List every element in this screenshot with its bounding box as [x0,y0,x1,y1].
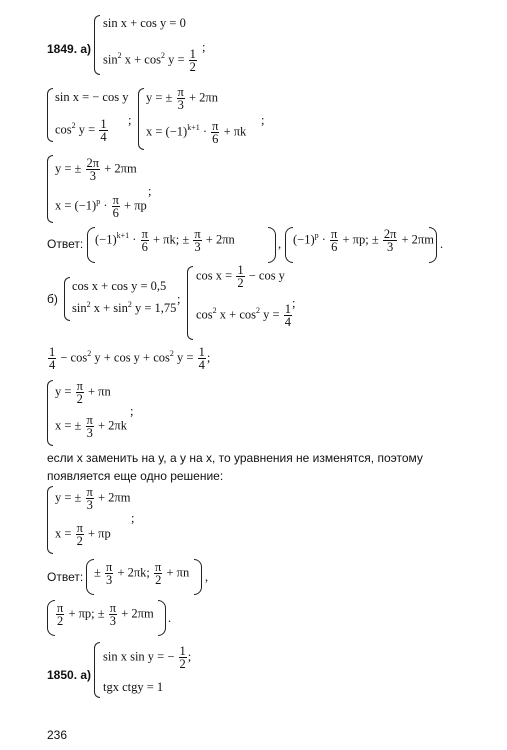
separator: , [205,570,209,584]
separator: ; [131,511,135,525]
equation: sin x = − cos y [55,90,129,104]
equation: x = $\frac{\pi}{2}$ + πp [55,521,111,548]
answer-expression: $(-1)^p$ · $\frac{\pi}{6}$ + πp; ± $\frac{2\pi}{3}$ + 2πm [293,227,434,254]
answer-expression: $\frac{\pi}{2}$ + πp; ± $\frac{\pi}{3}$ + 2πm [57,601,154,628]
equation: $\sin^2 x + \cos^2 y$ = $\frac{1}{2}$ [103,47,196,74]
paren-right [158,600,166,636]
paren-left [285,227,293,263]
system-brace [47,155,53,223]
system-brace [47,380,53,446]
paren-left [47,600,55,636]
paren-right [268,227,276,263]
paren-right [194,559,202,595]
equation: $\cos^2 x + \cos^2 y$ = $\frac{1}{4}$ [196,302,291,329]
equation: y = ± $\frac{2\pi}{3}$ + 2πm [55,156,137,183]
paragraph-line: если x заменить на y, а y на x, то уравнения не изменятся, поэтому [47,451,423,465]
problem-number: 1850. а) [47,668,92,682]
equation: sin x + cos y = 0 [103,16,186,30]
system-brace [138,88,144,150]
separator: ; [148,184,152,198]
equation: $\cos^2 y$ = $\frac{1}{4}$ [55,117,107,144]
equation: tgx ctgy = 1 [103,680,164,694]
part-label: б) [47,292,58,306]
system-brace [94,15,100,75]
paren-left [86,559,94,595]
paragraph-line: появляется еще одно решение: [47,469,224,483]
separator: ; [130,404,134,418]
equation: $x = (-1)^p$ · $\frac{\pi}{6}$ + πp [55,193,147,220]
answer-label: Ответ: [47,570,84,584]
answer-label: Ответ: [47,237,84,251]
separator: ; [292,296,296,310]
equation: $\frac{1}{4}$ − $\cos^2 y + \cos y + \cos^2 y$ = $\frac{1}{4}$ ; [49,345,211,372]
system-brace [94,642,100,698]
separator: ; [128,113,132,127]
separator: ; [177,292,181,306]
page-number: 236 [47,728,68,742]
system-brace [47,486,53,554]
separator: . [440,237,444,251]
system-brace [47,88,53,142]
equation: y = ± $\frac{\pi}{3}$ + 2πm [55,485,131,512]
equation: $\sin^2 x + \sin^2 y = 1,75$ [72,300,177,316]
system-brace [64,277,70,321]
separator: ; [261,113,265,127]
equation: x = ± $\frac{\pi}{3}$ + 2πk [55,413,127,440]
equation: $x = (-1)^{k+1}$ · $\frac{\pi}{6}$ + πk [146,119,247,146]
system-brace [187,266,193,340]
paren-right [429,227,437,263]
equation: cos x = $\frac{1}{2}$ − cos y [196,263,285,290]
separator: . [168,611,172,625]
separator: ; [202,40,206,54]
equation: y = $\frac{\pi}{2}$ + πn [55,379,111,406]
equation: cos x + cos y = 0,5 [72,279,167,293]
answer-expression: ± $\frac{\pi}{3}$ + 2πk; $\frac{\pi}{2}$ + πn [94,560,190,587]
paren-left [87,227,95,263]
equation: y = ± $\frac{\pi}{3}$ + 2πn [146,85,218,112]
problem-number: 1849. а) [47,42,92,56]
equation: sin x sin y = − $\frac{1}{2}$ ; [103,644,192,671]
answer-expression: $(-1)^{k+1}$ · $\frac{\pi}{6}$ + πk; ± $\frac{\pi}{3}$ + 2πn [95,227,235,254]
separator: , [278,237,282,251]
